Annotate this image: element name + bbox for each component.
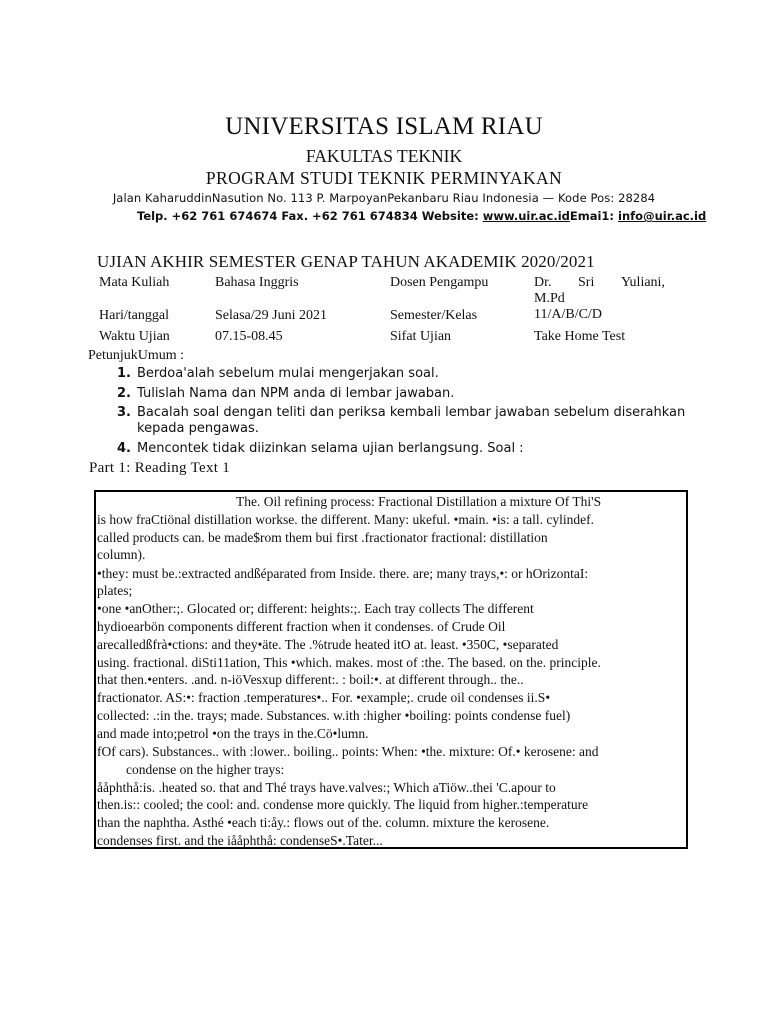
hari-label: Hari/tanggal: [99, 308, 169, 323]
address-line: Jalan KaharuddinNasution No. 113 P. MarpoyanPekanbaru Riau Indonesia — Kode Pos: 28284: [112, 191, 656, 205]
instruction-number: 1.: [117, 366, 131, 381]
sifat-label: Sifat Ujian: [390, 329, 452, 344]
university-name: UNIVERSITAS ISLAM RIAU: [225, 113, 543, 140]
reading-line: using. fractional. diSti11ation, This •which. makes. most of :the. The based. on the. principle.: [97, 655, 601, 670]
waktu-value: 07.15-08.45: [215, 329, 283, 344]
instruction-number: 3.: [117, 405, 131, 420]
reading-line: is how fraCtiönal distillation workse. the different. Many: ukeful. •main. •is: a tall. cylindef.: [97, 512, 594, 527]
hari-value: Selasa/29 Juni 2021: [215, 308, 327, 323]
reading-line: fOf cars). Substances.. with :lower.. boiling.. points: When: •the. mixture: Of.• kerosene: and: [97, 744, 599, 759]
dosen-value-yuliani: Yuliani,: [621, 275, 665, 290]
mata-kuliah-value: Bahasa Inggris: [215, 275, 299, 290]
reading-line: then.is:: cooled; the cool: and. condense more quickly. The liquid from higher.:temperature: [97, 797, 589, 812]
instruction-number: 2.: [117, 386, 131, 401]
email-link[interactable]: info@uir.ac.id: [618, 209, 707, 223]
reading-line: condenses first. and the iååphthå: condenseS•.Tater...: [97, 833, 383, 848]
dosen-value-mpd: M.Pd: [534, 291, 565, 306]
instruction-text: Mencontek tidak diizinkan selama ujian berlangsung. Soal :: [137, 441, 524, 456]
reading-line: collected: .:in the. trays; made. Substances. w.ith :higher •boiling: points condense fuel): [97, 708, 571, 723]
faculty-name: FAKULTAS TEKNIK: [305, 146, 463, 166]
study-program-name: PROGRAM STUDI TEKNIK PERMINYAKAN: [205, 168, 563, 188]
part-heading: Part 1: Reading Text 1: [89, 460, 231, 476]
dosen-value-sri: Sri: [578, 275, 595, 290]
reading-line: plates;: [97, 583, 133, 598]
dosen-value-dr: Dr.: [534, 275, 552, 290]
instructions-heading: PetunjukUmum :: [88, 348, 185, 363]
reading-line: that then.•enters. .and. n-iöVesxup different:. : boil:•. at different through.. the..: [97, 672, 524, 687]
semester-label: Semester/Kelas: [390, 308, 478, 323]
instruction-text: Bacalah soal dengan teliti dan periksa kembali lembar jawaban sebelum diserahkan: [137, 405, 686, 420]
reading-line: than the naphtha. Asthé •each ti:åy.: flows out of the. column. mixture the kerosene.: [97, 815, 550, 830]
reading-line: •they: must be.:extracted andßéparated from Inside. there. are; many trays,•: or hOrizontaI:: [97, 566, 589, 581]
contact-prefix: Telp. +62 761 674674 Fax. +62 761 674834 Website:: [137, 209, 483, 223]
reading-line: •one •anOther:;. Glocated or; different: heights:;. Each tray collects The different: [97, 601, 534, 616]
waktu-label: Waktu Ujian: [99, 329, 170, 344]
instruction-number: 4.: [117, 441, 131, 456]
website-link[interactable]: www.uir.ac.id: [482, 209, 570, 223]
reading-line: The. Oil refining process: Fractional Distillation a mixture Of Thi'S: [236, 494, 602, 509]
reading-line: and made into;petrol •on the trays in the.Cö•lumn.: [97, 726, 369, 741]
reading-line: called products can. be made$rom them bui first .fractionator fractional: distillation: [97, 530, 548, 545]
instruction-text-continued: kepada pengawas.: [137, 421, 259, 436]
exam-title: UJIAN AKHIR SEMESTER GENAP TAHUN AKADEMIK 2020/2021: [97, 252, 595, 271]
sifat-value: Take Home Test: [534, 329, 626, 344]
contact-line: [137, 209, 706, 223]
mata-kuliah-label: Mata Kuliah: [99, 275, 170, 290]
reading-line: column).: [97, 547, 146, 562]
instruction-text: Tulislah Nama dan NPM anda di lembar jawaban.: [137, 386, 455, 401]
semester-value: 11/A/B/C/D: [534, 307, 602, 322]
reading-line: hydioearbön components different fraction when it condenses. of Crude Oil: [97, 619, 506, 634]
reading-line: condense on the higher trays:: [126, 762, 285, 777]
reading-line: fractionator. AS:•: fraction .temperatures•.. For. •example;. crude oil condenses ii.S•: [97, 690, 551, 705]
dosen-label: Dosen Pengampu: [390, 275, 489, 290]
instruction-text: Berdoa'alah sebelum mulai mengerjakan soal.: [137, 366, 439, 381]
reading-line: arecalledßfrà•ctions: and they•äte. The .%trude heated itO at. least. •350C, •separated: [97, 637, 559, 652]
reading-line: ååphthå:is. .heated so. that and Thé trays have.valves:; Which aTiöw..thei 'C.apour to: [97, 780, 556, 795]
email-label: Emai1:: [569, 209, 619, 223]
